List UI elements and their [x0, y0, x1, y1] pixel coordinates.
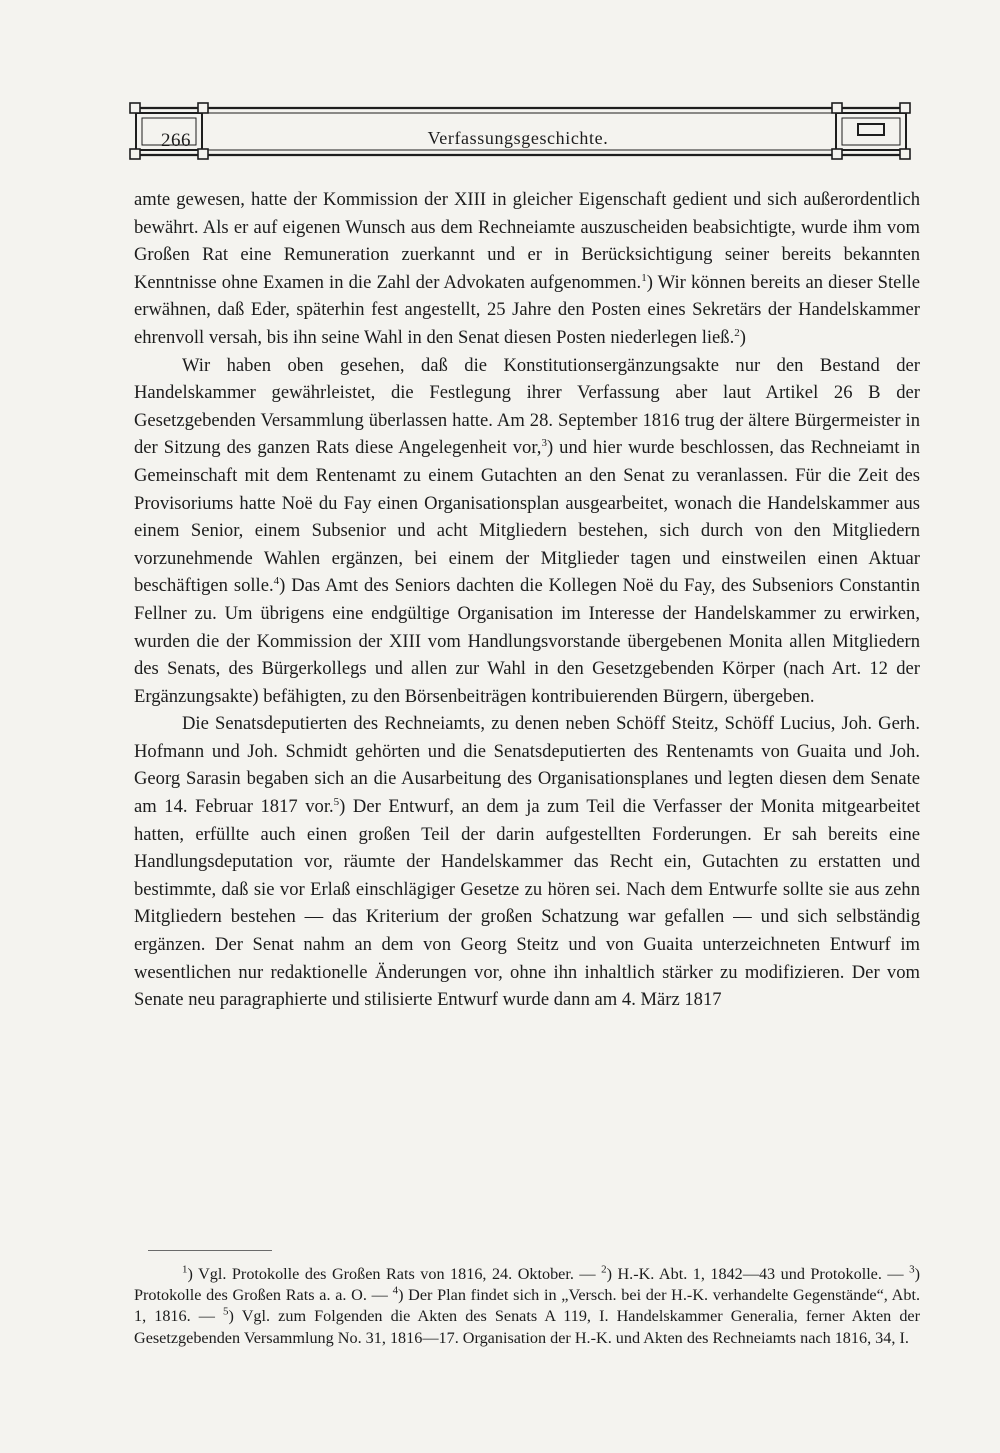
text-run: ) Das Amt des Seniors dachten die Kollegen Noë du Fay, des Subseniors Constantin Fellner zu. Um übrigens eine endgültige Organisation im Interesse der Handelskammer zu erwirken, wurden die der Kommission der XIII vom Handlungsvorstande übergebenen Monita allen Mitgliedern des Senats, des Bürgerkollegs und allen zur Wahl in den Gesetzgebenden Körper (nach Art. 12 der Ergänzungsakte) befähigten, zu den Börsenbeiträgen kontribuierenden Bürgern, übergeben.: [134, 575, 920, 707]
paragraph-3: [134, 710, 920, 1014]
footnotes: [134, 1264, 920, 1349]
text-run: ) Wir können bereits an dieser Stelle erwähnen, daß Eder, späterhin fest angestellt, 25 Jahre den Posten eines Sekretärs der Handelskammer ehrenvoll versah, bis ihn seine Wahl in den Senat diesen Posten niederlegen ließ.: [134, 271, 920, 348]
footnote-ref-4[interactable]: 4: [273, 575, 280, 588]
footnote-mark-5: 5: [223, 1306, 229, 1319]
paragraph-1: [134, 186, 920, 352]
text-run: Wir haben oben gesehen, daß die Konstitutionsergänzungsakte nur den Bestand der Handelskammer gewährleistet, die Festlegung ihrer Verfassung aber laut Artikel 26 B der Gesetzgebenden Versammlung überlassen hatte. Am 28. September 1816 trug der ältere Bürgermeister in der Sitzung des ganzen Rats diese Angelegenheit vor,: [134, 354, 920, 459]
footnote-ref-5[interactable]: 5: [333, 795, 340, 808]
footnote-2: ) H.-K. Abt. 1, 1842—43 und Protokolle. —: [606, 1265, 910, 1283]
footnote-ref-1[interactable]: 1: [641, 271, 647, 284]
footnote-block: [134, 1264, 920, 1349]
footnote-1: ) Vgl. Protokolle des Großen Rats von 1816, 24. Oktober. —: [187, 1265, 602, 1283]
footnote-mark-1: 1: [182, 1263, 188, 1276]
paragraph-2: [134, 352, 920, 711]
footnote-3: ) Protokolle des Großen Rats a. a. O. —: [134, 1265, 920, 1305]
footnote-separator: [148, 1250, 272, 1251]
text-run: ) und hier wurde beschlossen, das Rechneiamt in Gemeinschaft mit dem Rentenamt zu einem Gutachten an den Senat zu veranlassen. Für die Zeit des Provisoriums hatte Noë du Fay einen Organisationsplan ausgearbeitet, wonach die Handelskammer aus einem Senior, einem Subsenior und acht Mitgliedern bestehen, sich durch von den Mitgliedern vorzunehmende Wahlen ergänzen, bei einem der Mitglieder tagen und einstweilen einen Aktuar beschäftigen solle.: [134, 437, 920, 597]
footnote-5: ) Vgl. zum Folgenden die Akten des Senats A 119, I. Handelskammer Generalia, ferner Akten der Gesetzgebenden Versammlung No. 31, 1816—17. Organisation der H.-K. und Akten des Rechneiamts nach 1816, 34, I.: [134, 1307, 920, 1347]
footnote-mark-3: 3: [909, 1263, 915, 1276]
text-run: ): [739, 326, 746, 348]
text-run: amte gewesen, hatte der Kommission der XIII in gleicher Eigenschaft gedient und sich außerordentlich bewährt. Als er auf eigenen Wunsch aus dem Rechneiamte auszuscheiden beabsichtigte, wurde ihm vom Großen Rat eine Remuneration zuerkannt und er in Berücksichtigung seiner bereits bekannten Kenntnisse ohne Examen in die Zahl der Advokaten aufgenommen.: [134, 189, 920, 293]
footnote-mark-2: 2: [601, 1263, 607, 1276]
main-text: [134, 186, 920, 1014]
text-run: Die Senatsdeputierten des Rechneiamts, zu denen neben Schöff Steitz, Schöff Lucius, Joh. Gerh. Hofmann und Joh. Schmidt gehörten und die Senatsdeputierten des Rentenamts von Guaita und Joh. Georg Sarasin begaben sich an die Ausarbeitung des Organisationsplanes und legten diesen dem Senate am 14. Februar 1817 vor.: [134, 713, 920, 818]
running-title: Verfassungsgeschichte.: [427, 128, 609, 148]
footnote-mark-4: 4: [392, 1284, 399, 1297]
text-run: ) Der Entwurf, an dem ja zum Teil die Verfasser der Monita mitgearbeitet hatten, erfüllte auch einen großen Teil der darin aufgestellten Forderungen. Er sah bereits eine Handlungsdeputation vor, räumte der Handelskammer das Recht ein, Gutachten zu erstatten und bestimmte, daß sie vor Erlaß einschlägiger Gesetze zu hören sei. Nach dem Entwurfe sollte sie aus zehn Mitgliedern bestehen — das Kriterium der großen Schatzung war gefallen — und sich selbständig ergänzen. Der Senat nahm an dem von Georg Steitz und von Guaita unterzeichneten Entwurf im wesentlichen nur redaktionelle Änderungen vor, ohne ihn inhaltlich stärker zu modifizieren. Der vom Senate neu paragraphierte und stilisierte Entwurf wurde dann am 4. März 1817: [134, 796, 920, 1011]
footnote-ref-3[interactable]: 3: [541, 437, 547, 450]
footnote-ref-2[interactable]: 2: [734, 326, 740, 339]
footnote-4: ) Der Plan findet sich in „Versch. bei der H.-K. verhandelte Gegenstände“, Abt. 1, 1816. —: [134, 1286, 920, 1326]
running-header: [128, 100, 912, 164]
page-number: 266: [161, 130, 191, 151]
